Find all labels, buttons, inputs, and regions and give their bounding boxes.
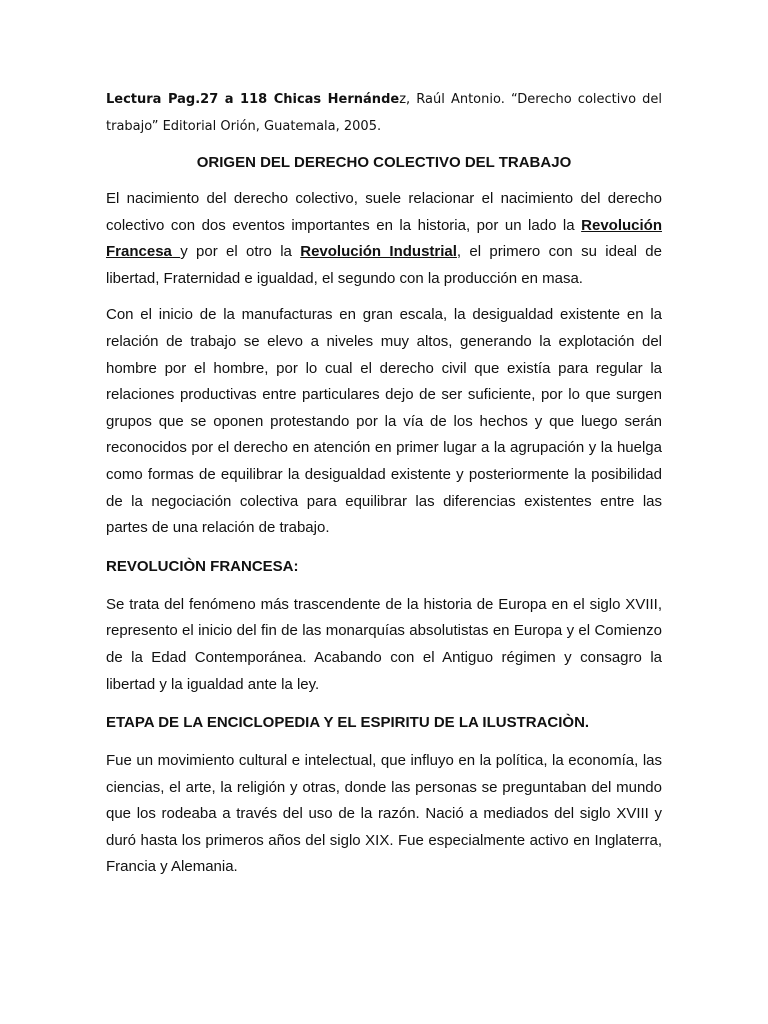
paragraph-revolucion: Se trata del fenómeno más trascendente de la historia de Europa en el siglo XVIII, represento el inicio del fin de las monarquías absolutistas en Europa y el Comienzo de la Edad Contemporánea. Acabando con el Antiguo régimen y consagro la libertad y la igualdad ante la ley. — [106, 595, 662, 693]
heading-revolucion-francesa: REVOLUCIÒN FRANCESA: — [106, 557, 299, 575]
citation-bold: Lectura Pag.27 a 118 Chicas Hernánde — [106, 92, 400, 107]
paragraph-manufacturas: Con el inicio de la manufacturas en gran escala, la desigualdad existente en la relación de trabajo se elevo a niveles muy altos, generando la explotación del hombre por el hombre, por lo cual el derecho civil que existía para regular la relaciones productivas entre particulares dejo de ser suficiente, por lo que surgen grupos que se oponen protestando por la vía de los hechos y que luego serán reconocidos por el derecho en atención en primer lugar a la agrupación y la huelga como formas de equilibrar la desigualdad existente y posteriormente la posibilidad de la negociación colectiva para equilibrar las diferencias existentes entre las partes de una relación de trabajo. — [106, 306, 662, 537]
paragraph-intro — [106, 186, 662, 292]
citation-rest: z, Raúl Antonio. “Derecho colectivo del trabajo” Editorial Orión, Guatemala, 2005. — [106, 92, 662, 134]
revolucion-industrial-term: Revolución Industrial — [300, 243, 457, 261]
revolucion-francesa-term: Revolución Francesa — [106, 216, 662, 261]
document-title: ORIGEN DEL DERECHO COLECTIVO DEL TRABAJO — [196, 154, 572, 171]
paragraph-ilustracion: Fue un movimiento cultural e intelectual, que influyo en la política, la economía, las ciencias, el arte, la religión y otras, donde las personas se preguntaban del mundo que los rodeaba a través del uso de la razón. Nació a mediados del siglo XVIII y duró hasta los primeros años del siglo XIX. Fue especialmente activo en Inglaterra, Francia y Alemania. — [106, 752, 662, 876]
paragraph-intro-text-c: , el primero con su ideal de libertad, Fraternidad e igualdad, el segundo con la producción en masa. — [106, 243, 662, 287]
paragraph-intro-text-a: El nacimiento del derecho colectivo, suele relacionar el nacimiento del derecho colectivo con dos eventos importantes en la historia, por un lado la — [106, 190, 662, 234]
document-page — [106, 86, 662, 881]
citation — [106, 86, 662, 140]
paragraph-intro-text-b: y por el otro la — [180, 243, 301, 261]
heading-enciclopedia: ETAPA DE LA ENCICLOPEDIA Y EL ESPIRITU DE LA ILUSTRACIÒN. — [106, 714, 590, 732]
